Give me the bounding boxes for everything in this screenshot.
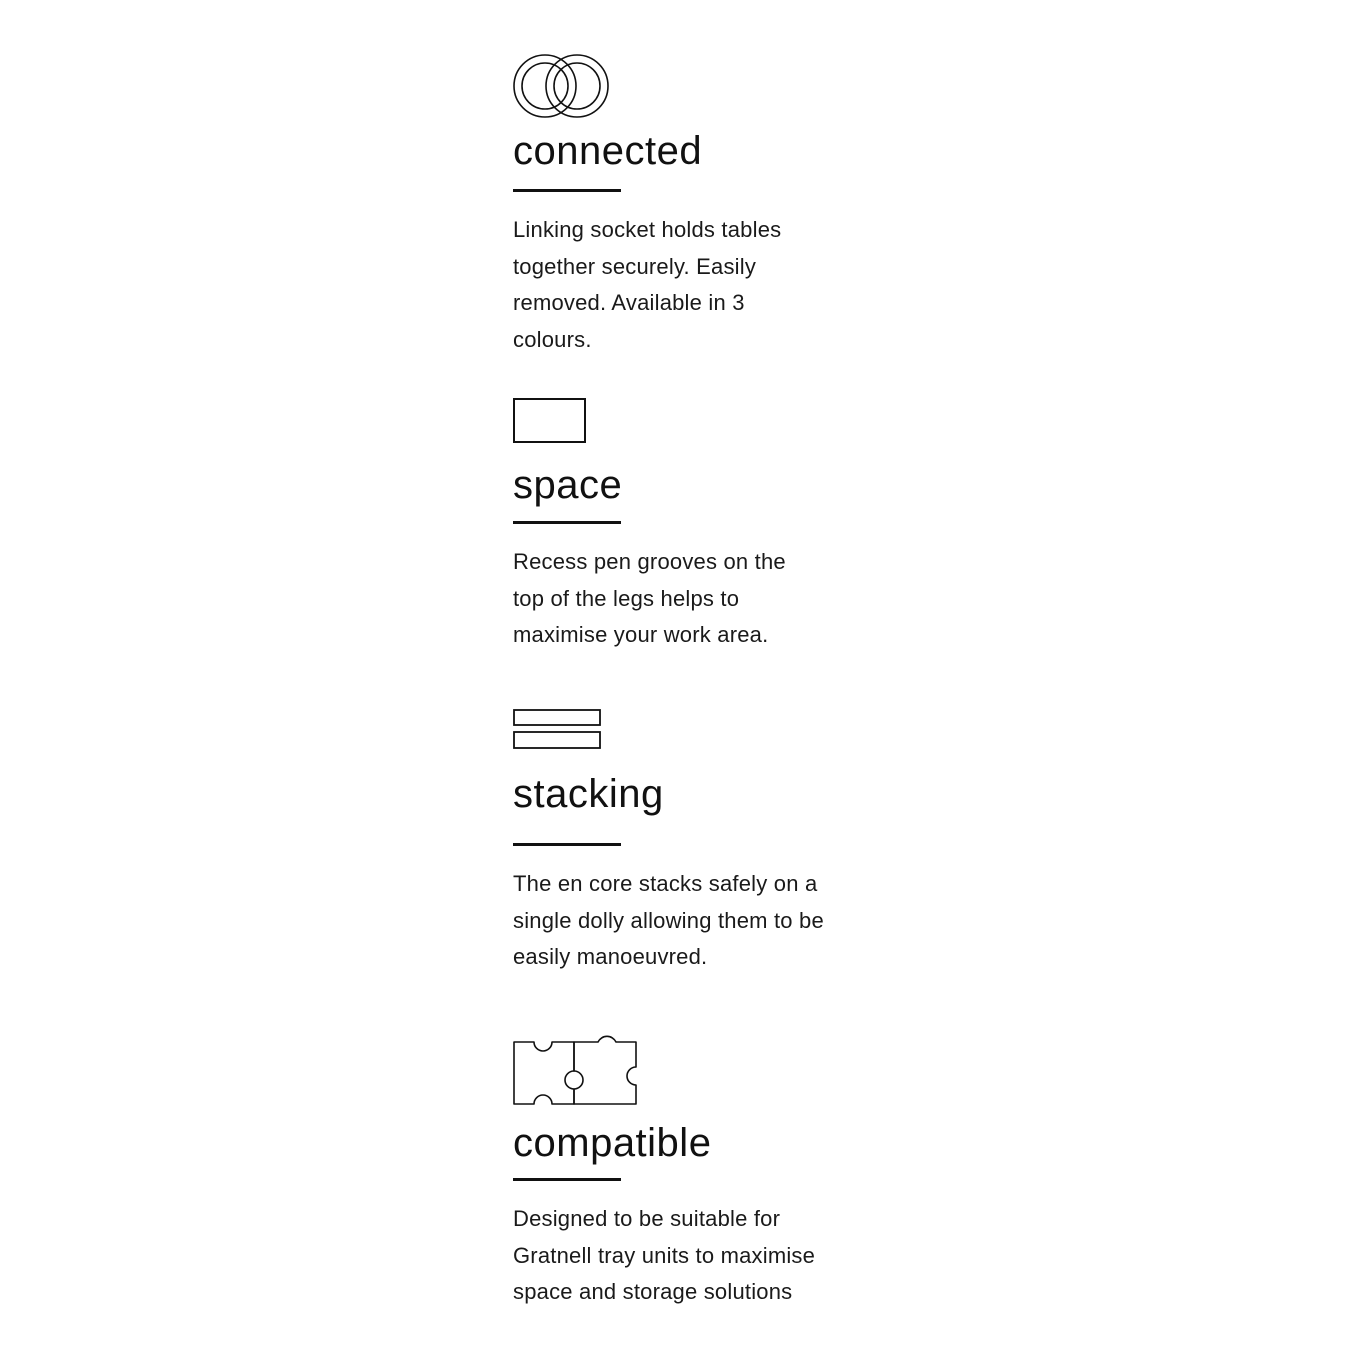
feature-title: connected [513,129,703,173]
title-divider [513,521,621,524]
stacked-bars-icon [513,708,603,750]
feature-description: Designed to be suitable for Gratnell tray units to maximise space and storage solutions [513,1206,816,1305]
puzzle-pieces-icon [513,1031,641,1107]
feature-description: Linking socket holds tables together securely. Easily removed. Available in 3 colours. [513,217,782,353]
feature-connected [513,53,873,353]
title-divider [513,843,621,846]
interlocking-rings-icon [513,53,611,119]
rectangle-outline-icon [513,398,587,444]
feature-space [513,398,873,648]
title-divider [513,1178,621,1181]
feature-description: The en core stacks safely on a single dolly allowing them to be easily manoeuvred. [513,871,824,970]
title-divider [513,189,621,192]
feature-title: stacking [513,772,664,816]
feature-title: compatible [513,1121,712,1165]
feature-title: space [513,463,623,507]
feature-stacking [513,708,873,970]
feature-compatible [513,1031,873,1305]
feature-description: Recess pen grooves on the top of the legs helps to maximise your work area. [513,549,786,648]
